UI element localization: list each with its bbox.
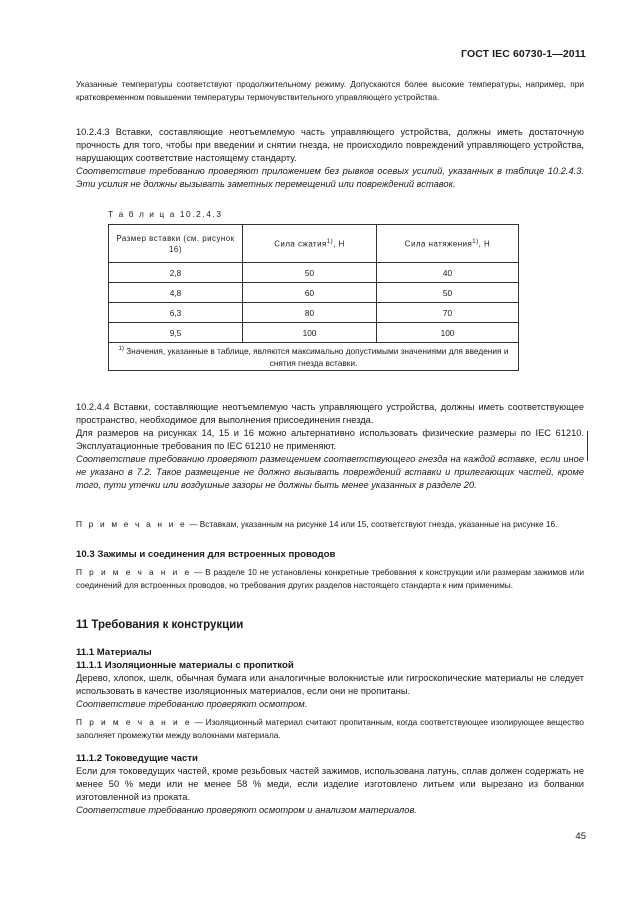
table-cell: 40 xyxy=(377,263,519,283)
note-block xyxy=(76,716,584,741)
clause-10-2-4-3 xyxy=(76,126,584,191)
section-heading: 10.3 Зажимы и соединения для встроенных проводов xyxy=(76,549,336,560)
table-footnote-row xyxy=(109,343,519,371)
paragraph: 10.2.4.4 Вставки, составляющие неотъемлемую часть управляющего устройства, должны иметь соответствующее пространство, необходимое для выполнения присоединения гнезда. xyxy=(76,402,584,425)
note-label: П р и м е ч а н и е xyxy=(76,567,192,577)
paragraph: Дерево, хлопок, шелк, обычная бумага или аналогичные волокнистые или гигроскопические материалы не следует использовать в качестве изоляционных материалов, если они не пропитаны. xyxy=(76,673,584,696)
table-cell: 4,8 xyxy=(109,283,243,303)
compliance-paragraph: Соответствие требованию проверяют осмотром и анализом материалов. xyxy=(76,805,417,815)
table-row xyxy=(109,323,519,343)
table-cell: 6,3 xyxy=(109,303,243,323)
table-cell: 50 xyxy=(377,283,519,303)
note-text: — Вставкам, указанным на рисунке 14 или 15, соответствуют гнезда, указанные на рисунке 16. xyxy=(186,519,558,529)
table-cell: 60 xyxy=(243,283,377,303)
table-cell: 100 xyxy=(377,323,519,343)
table-cell: 80 xyxy=(243,303,377,323)
table-caption: Т а б л и ц а 10.2.4.3 xyxy=(108,209,223,219)
data-table xyxy=(108,224,519,371)
table-cell: 70 xyxy=(377,303,519,323)
section-10-3 xyxy=(76,548,584,591)
section-11 xyxy=(76,618,584,633)
page-number: 45 xyxy=(575,831,586,842)
paragraph: 10.2.4.3 Вставки, составляющие неотъемлемую часть управляющего устройства, должны иметь достаточную прочность для того, чтобы при введении и снятии гнезда, не происходило повреждений управляющего устройства, нарушающих соответствие настоящему стандарту. xyxy=(76,127,584,163)
table-block xyxy=(108,209,528,371)
note-label: П р и м е ч а н и е xyxy=(76,717,192,727)
section-heading: 11.1.2 Токоведущие части xyxy=(76,753,198,764)
table-row xyxy=(109,263,519,283)
clause-10-2-4-4 xyxy=(76,401,584,492)
section-heading: 11.1.1 Изоляционные материалы с пропиткой xyxy=(76,660,294,671)
table-row xyxy=(109,283,519,303)
table-cell: 2,8 xyxy=(109,263,243,283)
table-footnote: $^{1)}$ Значения, указанные в таблице, являются максимально допустимыми значениями для введения и снятия гнезда вставки. xyxy=(109,343,519,371)
compliance-paragraph: Соответствие требованию проверяют приложением без рывков осевых усилий, указанных в таблице 10.2.4.3. Эти усилия не должны вызывать заметных перемещений или повреждений вставок. xyxy=(76,166,584,189)
table-cell: 9,5 xyxy=(109,323,243,343)
section-11-1 xyxy=(76,646,584,711)
table-header-row xyxy=(109,225,519,263)
header-cell: Сила натяжения$^{1)}$, Н xyxy=(377,225,519,263)
paragraph: Для размеров на рисунках 14, 15 и 16 можно альтернативно использовать физические размеры по IEC 61210. Эксплуатационные требования по IEC 61210 не применяют. xyxy=(76,428,584,451)
table-cell: 100 xyxy=(243,323,377,343)
compliance-paragraph: Соответствие требованию проверяют размещением соответствующего гнезда на каждой вставке, если иное не указано в 7.2. Такое размещение не должно вызывать повреждений вставки и прилегающих частей, кроме того, пути утечки или воздушные зазоры не должны быть менее указанных в разделе 20. xyxy=(76,454,584,490)
section-heading: 11 Требования к конструкции xyxy=(76,619,244,631)
paragraph-temperatures: Указанные температуры соответствуют продолжительному режиму. Допускаются более высокие температуры, например, при кратковременном повышении температуры термочувствительного управляющего устройства. xyxy=(76,79,584,102)
header-cell: Сила сжатия$^{1)}$, Н xyxy=(243,225,377,263)
header-cell: Размер вставки (см. рисунок 16) xyxy=(109,225,243,263)
note-text: — В разделе 10 не установлены конкретные требования к конструкции или размерам зажимов или соединений для встроенных проводов, но требования других разделов настоящего стандарта к ним применимы. xyxy=(76,567,584,590)
paragraph: Если для токоведущих частей, кроме резьбовых частей зажимов, использована латунь, сплав должен содержать не менее 50 % меди или не менее 58 % меди, если изделие изготовлено литьем или вырезано из болванки изготовленной из проката. xyxy=(76,766,584,802)
note-text: — Изоляционный материал считают пропитанным, когда соответствующее изолирующее вещество заполняет промежутки между волокнами материала. xyxy=(76,717,584,740)
table-row xyxy=(109,303,519,323)
note-block xyxy=(76,518,584,531)
change-bar xyxy=(587,431,588,461)
table-cell: 50 xyxy=(243,263,377,283)
compliance-paragraph: Соответствие требованию проверяют осмотром. xyxy=(76,699,308,709)
note-label: П р и м е ч а н и е xyxy=(76,519,187,529)
document-header: ГОСТ IEC 60730-1—2011 xyxy=(461,48,586,60)
section-11-1-2 xyxy=(76,752,584,817)
section-heading: 11.1 Материалы xyxy=(76,647,152,658)
